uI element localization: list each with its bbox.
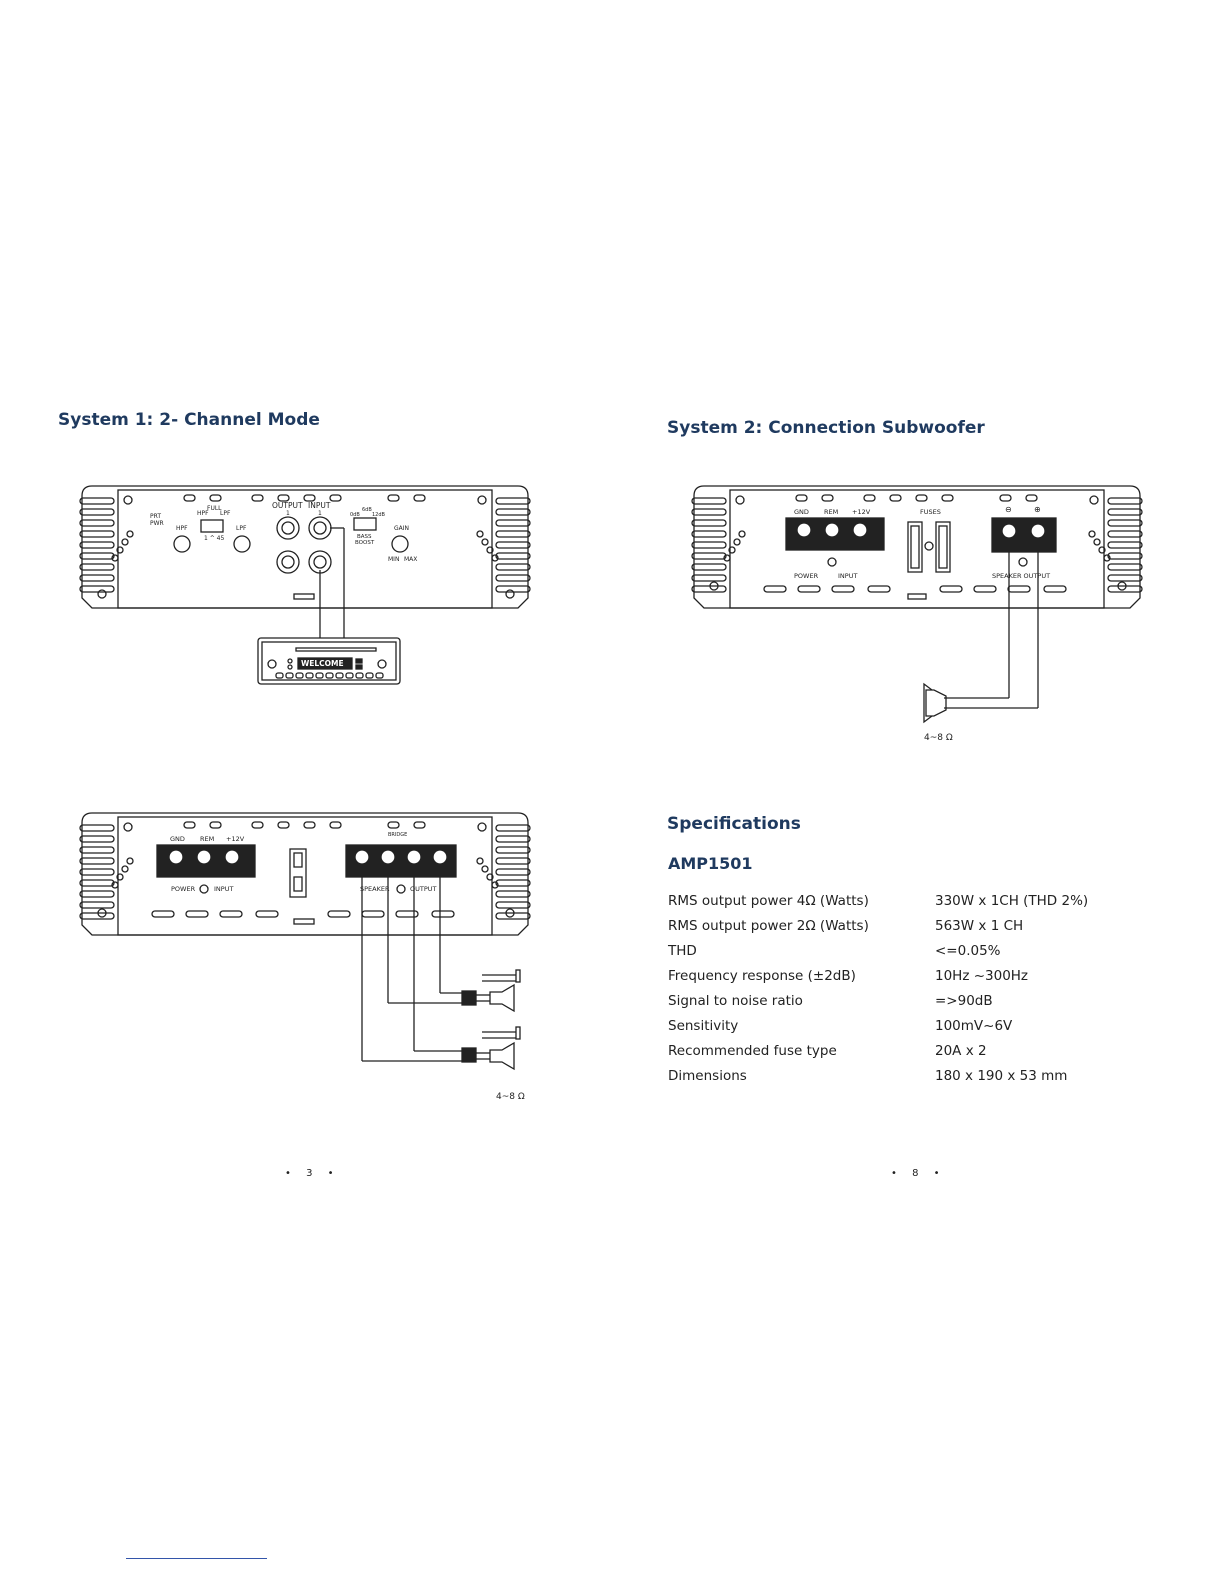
spec-label: Dimensions — [668, 1068, 747, 1084]
input-label: INPUT — [308, 501, 331, 510]
spec-row — [668, 918, 1148, 943]
spec-row — [668, 893, 1148, 918]
spec-row — [668, 943, 1148, 968]
spec-value: 20A x 2 — [935, 1043, 987, 1059]
spec-row — [668, 968, 1148, 993]
prt-label: PRT — [150, 513, 162, 520]
power-label: POWER — [171, 885, 196, 893]
specs-table — [668, 893, 1148, 1093]
spec-label: Frequency response (±2dB) — [668, 968, 856, 984]
subwoofer-amp-diagram — [682, 478, 1152, 748]
speaker-label: SPEAKER — [360, 885, 390, 893]
boost-label: BOOST — [355, 540, 375, 546]
minus-terminal-label: ⊖ — [1005, 505, 1012, 514]
12db-label: 12dB — [372, 512, 385, 518]
spec-label: Recommended fuse type — [668, 1043, 837, 1059]
two-channel-amp-diagram — [70, 478, 540, 693]
spec-row — [668, 1043, 1148, 1068]
impedance-label: 4~8 Ω — [924, 733, 953, 743]
spec-row — [668, 1018, 1148, 1043]
model-name: AMP1501 — [668, 854, 753, 873]
spec-row — [668, 1068, 1148, 1093]
full-label: FULL — [207, 505, 222, 512]
spec-value: <=0.05% — [935, 943, 1001, 959]
spec-label: Signal to noise ratio — [668, 993, 803, 1009]
right-page-number: • 8 • — [891, 1168, 946, 1179]
speaker-output-label: SPEAKER OUTPUT — [992, 572, 1051, 580]
pwr-label: PWR — [150, 520, 164, 527]
spec-value: 100mV~6V — [935, 1018, 1013, 1034]
switch-sub-label: 1 ^ 45 — [204, 535, 225, 542]
spec-value: 330W x 1CH (THD 2%) — [935, 893, 1089, 909]
gain-label: GAIN — [394, 525, 410, 532]
input-label: INPUT — [838, 572, 858, 580]
plus12v-label: +12V — [852, 508, 871, 516]
bass-label: BASS — [357, 534, 372, 540]
max-label: MAX — [404, 556, 418, 563]
plus12v-label: +12V — [226, 835, 245, 843]
left-page-number: • 3 • — [285, 1168, 340, 1179]
spec-value: 10Hz ~300Hz — [935, 968, 1029, 984]
bridge-label: BRIDGE — [388, 832, 408, 838]
hpf-knob-label: HPF — [176, 525, 188, 532]
spec-label: RMS output power 2Ω (Watts) — [668, 918, 869, 934]
6db-label: 6dB — [362, 507, 372, 513]
spec-label: THD — [668, 943, 697, 959]
output-ch1-label: 1 — [286, 510, 290, 517]
impedance-label: 4~8 Ω — [496, 1092, 525, 1102]
gnd-label: GND — [170, 835, 185, 843]
spec-value: =>90dB — [935, 993, 993, 1009]
bridged-amp-diagram — [70, 805, 540, 1105]
gnd-label: GND — [794, 508, 809, 516]
min-label: MIN — [388, 556, 400, 563]
input-label: INPUT — [214, 885, 234, 893]
power-label: POWER — [794, 572, 819, 580]
output-label: OUTPUT — [410, 885, 437, 893]
output-label: OUTPUT — [272, 501, 303, 510]
plus-terminal-label: ⊕ — [1034, 505, 1041, 514]
lpf-knob-label: LPF — [236, 525, 247, 532]
specs-heading: Specifications — [667, 814, 801, 834]
spec-value: 563W x 1 CH — [935, 918, 1024, 934]
head-unit-display: WELCOME — [301, 659, 344, 668]
spec-row — [668, 993, 1148, 1018]
hpf-switch-label: HPF — [197, 510, 209, 517]
rem-label: REM — [200, 835, 215, 843]
spec-label: Sensitivity — [668, 1018, 739, 1034]
lpf-switch-label: LPF — [220, 510, 231, 517]
input-ch1-label: 1 — [318, 510, 322, 517]
footer-divider — [126, 1558, 267, 1559]
fuses-label: FUSES — [920, 508, 941, 516]
rem-label: REM — [824, 508, 839, 516]
left-page-heading: System 1: 2- Channel Mode — [58, 410, 320, 430]
spec-label: RMS output power 4Ω (Watts) — [668, 893, 869, 909]
right-page-heading: System 2: Connection Subwoofer — [667, 418, 985, 438]
0db-label: 0dB — [350, 512, 360, 518]
spec-value: 180 x 190 x 53 mm — [935, 1068, 1068, 1084]
